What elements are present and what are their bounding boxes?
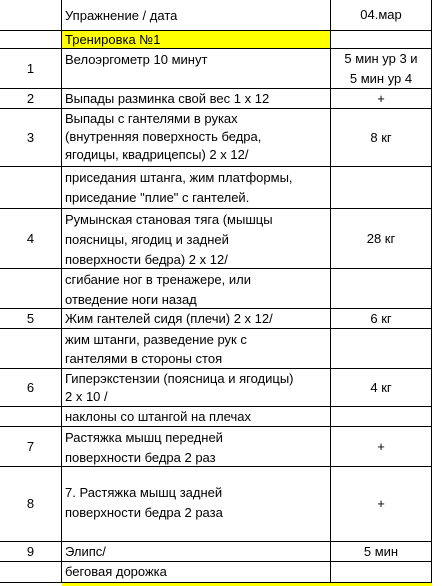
- header-date-cell[interactable]: 04.мар: [331, 0, 432, 31]
- value-cell[interactable]: [331, 269, 432, 309]
- value-cell[interactable]: 6 кг: [331, 309, 432, 329]
- value-cell[interactable]: +: [331, 427, 432, 467]
- exercise-alt-cell[interactable]: жим штанги, разведение рук с гантелями в стороны стоя: [62, 329, 331, 369]
- exercise-cell[interactable]: Жим гантелей сидя (плечи) 2 х 12/: [62, 309, 331, 329]
- exercise-cell[interactable]: Гиперэкстензии (поясница и ягодицы) 2 х 10 /: [62, 369, 331, 407]
- title-num-cell[interactable]: [0, 31, 62, 49]
- value-cell[interactable]: +: [331, 89, 432, 109]
- value-cell[interactable]: +: [331, 467, 432, 542]
- header-exercise-cell[interactable]: Упражнение / дата: [62, 0, 331, 31]
- exercise-alt-cell[interactable]: сгибание ног в тренажере, или отведение ноги назад: [62, 269, 331, 309]
- row-number-cell[interactable]: [0, 329, 62, 369]
- exercise-alt-cell[interactable]: беговая дорожка: [62, 562, 331, 583]
- workout-title-cell[interactable]: Тренировка №1: [62, 31, 331, 49]
- value-cell[interactable]: 8 кг: [331, 109, 432, 167]
- row-number-cell[interactable]: 4: [0, 209, 62, 269]
- row-number-cell[interactable]: 3: [0, 109, 62, 167]
- exercise-cell[interactable]: Выпады разминка свой вес 1 х 12: [62, 89, 331, 109]
- exercise-alt-cell[interactable]: наклоны со штангой на плечах: [62, 407, 331, 427]
- row-number-cell[interactable]: [0, 269, 62, 309]
- value-cell[interactable]: 5 мин ур 3 и 5 мин ур 4: [331, 49, 432, 89]
- row-number-cell[interactable]: 9: [0, 542, 62, 562]
- value-cell[interactable]: [331, 329, 432, 369]
- row-number-cell[interactable]: 7: [0, 427, 62, 467]
- value-cell[interactable]: [331, 407, 432, 427]
- row-number-cell[interactable]: [0, 407, 62, 427]
- value-cell[interactable]: 28 кг: [331, 209, 432, 269]
- row-number-cell[interactable]: 1: [0, 49, 62, 89]
- exercise-cell[interactable]: Выпады с гантелями в руках (внутренняя поверхность бедра, ягодицы, квадрицепсы) 2 х 12/: [62, 109, 331, 167]
- row-number-cell[interactable]: 5: [0, 309, 62, 329]
- exercise-cell[interactable]: Растяжка мышц передней поверхности бедра 2 раз: [62, 427, 331, 467]
- row-number-cell[interactable]: 2: [0, 89, 62, 109]
- exercise-cell[interactable]: 7. Растяжка мышц задней поверхности бедра 2 раза: [62, 467, 331, 542]
- title-value-cell[interactable]: [331, 31, 432, 49]
- value-cell[interactable]: [331, 167, 432, 209]
- exercise-cell[interactable]: Велоэргометр 10 минут: [62, 49, 331, 89]
- row-number-cell[interactable]: 6: [0, 369, 62, 407]
- value-cell[interactable]: 4 кг: [331, 369, 432, 407]
- exercise-cell[interactable]: Румынская становая тяга (мышцы поясницы, ягодиц и задней поверхности бедра) 2 х 12/: [62, 209, 331, 269]
- row-number-cell[interactable]: 8: [0, 467, 62, 542]
- value-cell[interactable]: [331, 562, 432, 583]
- exercise-cell[interactable]: Элипс/: [62, 542, 331, 562]
- exercise-alt-cell[interactable]: приседания штанга, жим платформы, приседание "плие" с гантелей.: [62, 167, 331, 209]
- row-number-cell[interactable]: [0, 562, 62, 583]
- row-number-cell[interactable]: [0, 167, 62, 209]
- header-num-cell[interactable]: [0, 0, 62, 31]
- value-cell[interactable]: 5 мин: [331, 542, 432, 562]
